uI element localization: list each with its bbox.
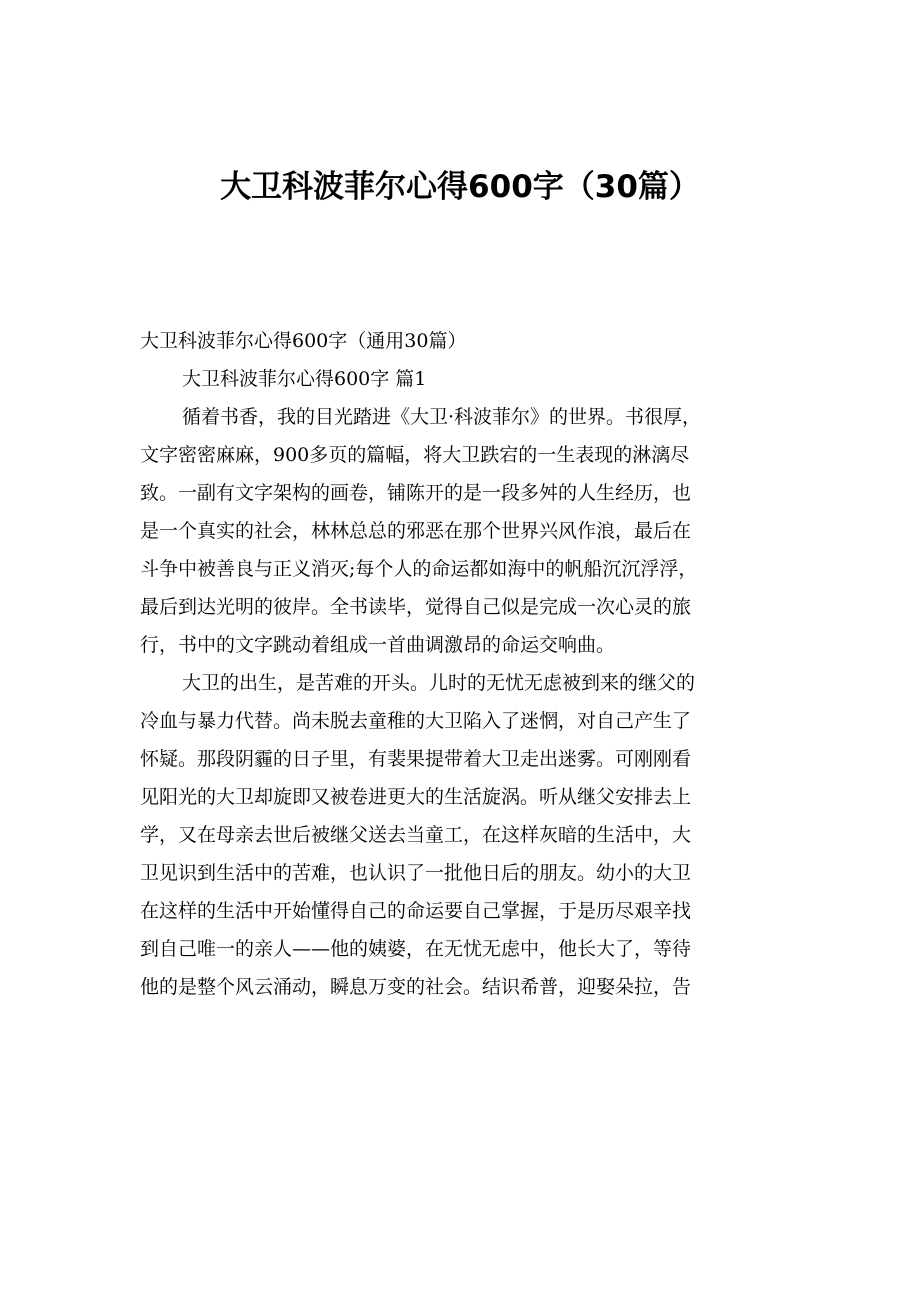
section-heading: 大卫科波菲尔心得600字 篇1 bbox=[182, 368, 427, 390]
paragraph-2-line: 他的是整个风云涌动，瞬息万变的社会。结识希普，迎娶朵拉，告 bbox=[140, 976, 692, 998]
document-title: 大卫科波菲尔心得600字（30篇） bbox=[220, 169, 700, 205]
paragraph-2 bbox=[140, 664, 780, 1006]
paragraph-1-line: 文字密密麻麻，900多页的篇幅，将大卫跌宕的一生表现的淋漓尽 bbox=[140, 444, 690, 466]
paragraph-2-line: 冷血与暴力代替。尚未脱去童稚的大卫陷入了迷惘，对自己产生了 bbox=[140, 710, 692, 732]
paragraph-2-line: 见阳光的大卫却旋即又被卷进更大的生活旋涡。听从继父安排去上 bbox=[140, 786, 692, 808]
document-body bbox=[140, 322, 780, 1006]
paragraph-1-line: 斗争中被善良与正义消灭;每个人的命运都如海中的帆船沉沉浮浮， bbox=[140, 558, 698, 580]
paragraph-2-line: 在这样的生活中开始懂得自己的命运要自己掌握，于是历尽艰辛找 bbox=[140, 900, 692, 922]
paragraph-1-line: 行，书中的文字跳动着组成一首曲调激昂的命运交响曲。 bbox=[140, 634, 616, 656]
document-subtitle: 大卫科波菲尔心得600字（通用30篇） bbox=[140, 330, 467, 352]
paragraph-1-line: 循着书香，我的目光踏进《大卫·科波菲尔》的世界。书很厚， bbox=[182, 406, 702, 428]
paragraph-2-line: 怀疑。那段阴霾的日子里，有裴果提带着大卫走出迷雾。可刚刚看 bbox=[140, 748, 692, 770]
paragraph-1 bbox=[140, 398, 780, 664]
paragraph-2-line: 卫见识到生活中的苦难，也认识了一批他日后的朋友。幼小的大卫 bbox=[140, 862, 692, 884]
paragraph-1-line: 致。一副有文字架构的画卷，铺陈开的是一段多舛的人生经历，也 bbox=[140, 482, 692, 504]
paragraph-2-line: 大卫的出生，是苦难的开头。儿时的无忧无虑被到来的继父的 bbox=[182, 672, 696, 694]
paragraph-1-line: 最后到达光明的彼岸。全书读毕，觉得自己似是完成一次心灵的旅 bbox=[140, 596, 692, 618]
paragraph-2-line: 到自己唯一的亲人——他的姨婆，在无忧无虑中，他长大了，等待 bbox=[140, 938, 692, 960]
paragraph-1-line: 是一个真实的社会，林林总总的邪恶在那个世界兴风作浪，最后在 bbox=[140, 520, 692, 542]
paragraph-2-line: 学，又在母亲去世后被继父送去当童工，在这样灰暗的生活中，大 bbox=[140, 824, 692, 846]
